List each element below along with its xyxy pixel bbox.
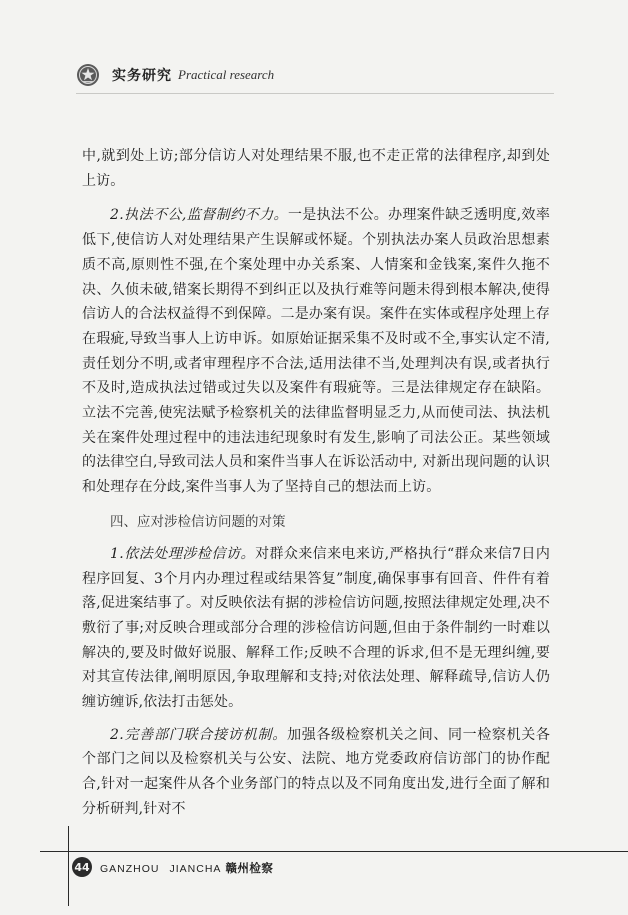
page-number: 44 [74, 860, 90, 874]
page-number-badge [72, 857, 92, 877]
paragraph-lead: 2.完善部门联合接访机制。 [110, 726, 288, 743]
paragraph-text: 对群众来信来电来访,严格执行“群众来信7日内程序回复、3个月内办理过程或结果答复”制度,确保事事有回音、件件有着落,促进案结事了。对反映依法有据的涉检信访问题,按照法律规定处理,决不敷衍了事;对反映合理或部分合理的涉检信访问题,但由于条件制约一时难以解决的,要及时做好说服、解释工作;反映不合理的诉求,但不是无理纠缠,要对其宣传法律,阐明原因,争取理解和支持;对依法处理、解释疏导,信访人仍缠访缠诉,依法打击惩处。 [82, 545, 550, 711]
paragraph [82, 723, 550, 822]
journal-footer [100, 860, 273, 876]
section-heading: 四、应对涉检信访问题的对策 [110, 513, 286, 530]
section-title-cn: 实务研究 [112, 68, 172, 84]
footer-word-jiancha: JIANCHA [169, 863, 222, 875]
crop-mark-horizontal [40, 851, 628, 852]
paragraph-lead: 1.依法处理涉检信访。 [110, 545, 256, 562]
header-divider [76, 93, 554, 94]
paragraph [82, 542, 550, 715]
paragraph [82, 144, 550, 193]
paragraph-lead: 2.执法不公,监督制约不力。 [110, 207, 288, 224]
paragraph-text: 加强各级检察机关之间、同一检察机关各个部门之间以及检察机关与公安、法院、地方党委政府信访部门的协作配合,针对一起案件从各个业务部门的特点以及不同角度出发,进行全面了解和分析研判,针对不 [82, 726, 550, 817]
footer-word-ganzhou: GANZHOU [100, 863, 160, 875]
procuratorate-emblem-icon [76, 63, 100, 87]
crop-mark-vertical [68, 826, 69, 906]
running-header [76, 62, 274, 88]
journal-name-cn: 赣州检察 [225, 861, 274, 875]
paragraph [82, 203, 550, 499]
article-body [82, 144, 550, 822]
section-title-en: Practical research [178, 67, 275, 82]
paragraph-text: 一是执法不公。办理案件缺乏透明度,效率低下,使信访人对处理结果产生误解或怀疑。个别执法办案人员政治思想素质不高,原则性不强,在个案处理中办关系案、人情案和金钱案,案件久拖不决、久侦未破,错案长期得不到纠正以及执行难等问题未得到根本解决,使得信访人的合法权益得不到保障。二是办案有误。案件在实体或程序处理上存在瑕疵,导致当事人上访申诉。如原始证据采集不及时或不全,事实认定不清,责任划分不明,或者审理程序不合法,适用法律不当,处理判决有误,或者执行不及时,造成执法过错或过失以及案件有瑕疵等。三是法律规定存在缺陷。立法不完善,使宪法赋予检察机关的法律监督明显乏力,从而使司法、执法机关在案件处理过程中的违法违纪现象时有发生,影响了司法公正。某些领域的法律空白,导致司法人员和案件当事人在诉讼活动中, 对新出现问题的认识和处理存在分歧,案件当事人为了坚持自己的想法而上访。 [82, 207, 550, 496]
paragraph-text: 中,就到处上访;部分信访人对处理结果不服,也不走正常的法律程序,却到处上访。 [82, 148, 550, 189]
